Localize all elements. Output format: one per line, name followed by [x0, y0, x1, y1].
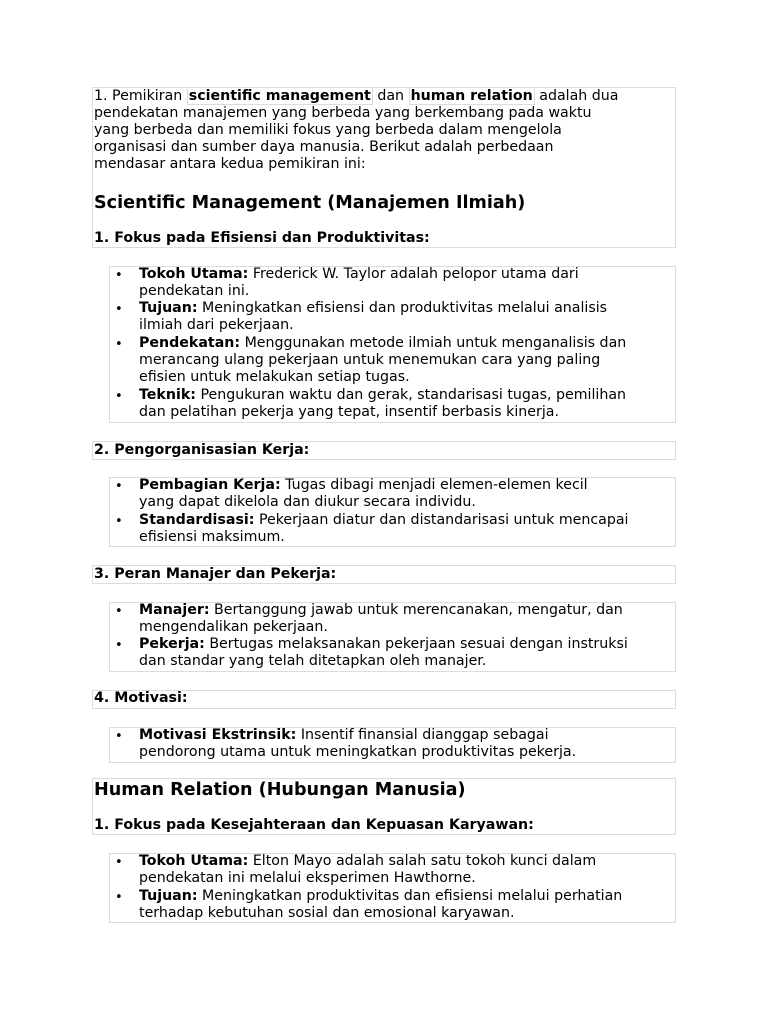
list-item: Motivasi Ekstrinsik: Insentif finansial dianggap sebagai [139, 727, 549, 743]
term-human-relation: human relation [410, 88, 533, 104]
list-item: Tujuan: Meningkatkan produktivitas dan efisiensi melalui perhatian [139, 888, 623, 904]
intro-line-4: organisasi dan sumber daya manusia. Berikut adalah perbedaan [94, 139, 554, 155]
bullet: • [115, 514, 123, 529]
section-title-human-relation: Human Relation (Hubungan Manusia) [94, 780, 466, 800]
bullet: • [115, 890, 123, 905]
bullet: • [115, 479, 123, 494]
list-item-cont: pendekatan ini. [139, 283, 250, 299]
list-item: Tokoh Utama: Frederick W. Taylor adalah pelopor utama dari [139, 266, 579, 282]
list-item-cont: efisien untuk melakukan setiap tugas. [139, 369, 410, 385]
section-title-scientific-management: Scientific Management (Manajemen Ilmiah) [94, 193, 526, 213]
list-item-cont: merancang ulang pekerjaan untuk menemukan cara yang paling [139, 352, 601, 368]
intro-line-3: yang berbeda dan memiliki fokus yang berbeda dalam mengelola [94, 122, 562, 138]
bullet: • [115, 638, 123, 653]
list-item-cont: yang dapat dikelola dan diukur secara individu. [139, 494, 476, 510]
list-item: Manajer: Bertanggung jawab untuk merencanakan, mengatur, dan [139, 602, 623, 618]
list-item: Tujuan: Meningkatkan efisiensi dan produktivitas melalui analisis [139, 300, 608, 316]
bullet: • [115, 268, 123, 283]
list-item-cont: mengendalikan pekerjaan. [139, 619, 328, 635]
sm-heading-4: 4. Motivasi: [94, 690, 188, 706]
list-item-cont: ilmiah dari pekerjaan. [139, 317, 294, 333]
list-item: Tokoh Utama: Elton Mayo adalah salah satu tokoh kunci dalam [139, 853, 597, 869]
bullet: • [115, 855, 123, 870]
list-item: Pembagian Kerja: Tugas dibagi menjadi elemen-elemen kecil [139, 477, 588, 493]
bullet: • [115, 302, 123, 317]
sm-heading-3: 3. Peran Manajer dan Pekerja: [94, 566, 337, 582]
list-item: Teknik: Pengukuran waktu dan gerak, standarisasi tugas, pemilihan [139, 387, 627, 403]
intro-line-1: 1. Pemikiran scientific management dan human relation adalah dua [94, 88, 619, 104]
term-scientific-management: scientific management [188, 88, 371, 104]
list-item: Standardisasi: Pekerjaan diatur dan distandarisasi untuk mencapai [139, 512, 629, 528]
intro-line-2: pendekatan manajemen yang berbeda yang berkembang pada waktu [94, 105, 592, 121]
bullet: • [115, 337, 123, 352]
sm-heading-2: 2. Pengorganisasian Kerja: [94, 442, 310, 458]
list-item-cont: dan pelatihan pekerja yang tepat, insentif berbasis kinerja. [139, 404, 559, 420]
bullet: • [115, 389, 123, 404]
list-item-cont: pendorong utama untuk meningkatkan produktivitas pekerja. [139, 744, 577, 760]
sm-heading-1: 1. Fokus pada Efisiensi dan Produktivitas: [94, 230, 430, 246]
bullet: • [115, 604, 123, 619]
bullet: • [115, 729, 123, 744]
list-item: Pendekatan: Menggunakan metode ilmiah untuk menganalisis dan [139, 335, 627, 351]
list-item-cont: efisiensi maksimum. [139, 529, 285, 545]
list-item-cont: terhadap kebutuhan sosial dan emosional karyawan. [139, 905, 515, 921]
list-item-cont: pendekatan ini melalui eksperimen Hawthorne. [139, 870, 476, 886]
hr-heading-1: 1. Fokus pada Kesejahteraan dan Kepuasan Karyawan: [94, 817, 534, 833]
list-item: Pekerja: Bertugas melaksanakan pekerjaan sesuai dengan instruksi [139, 636, 628, 652]
intro-line-5: mendasar antara kedua pemikiran ini: [94, 156, 366, 172]
list-item-cont: dan standar yang telah ditetapkan oleh manajer. [139, 653, 487, 669]
